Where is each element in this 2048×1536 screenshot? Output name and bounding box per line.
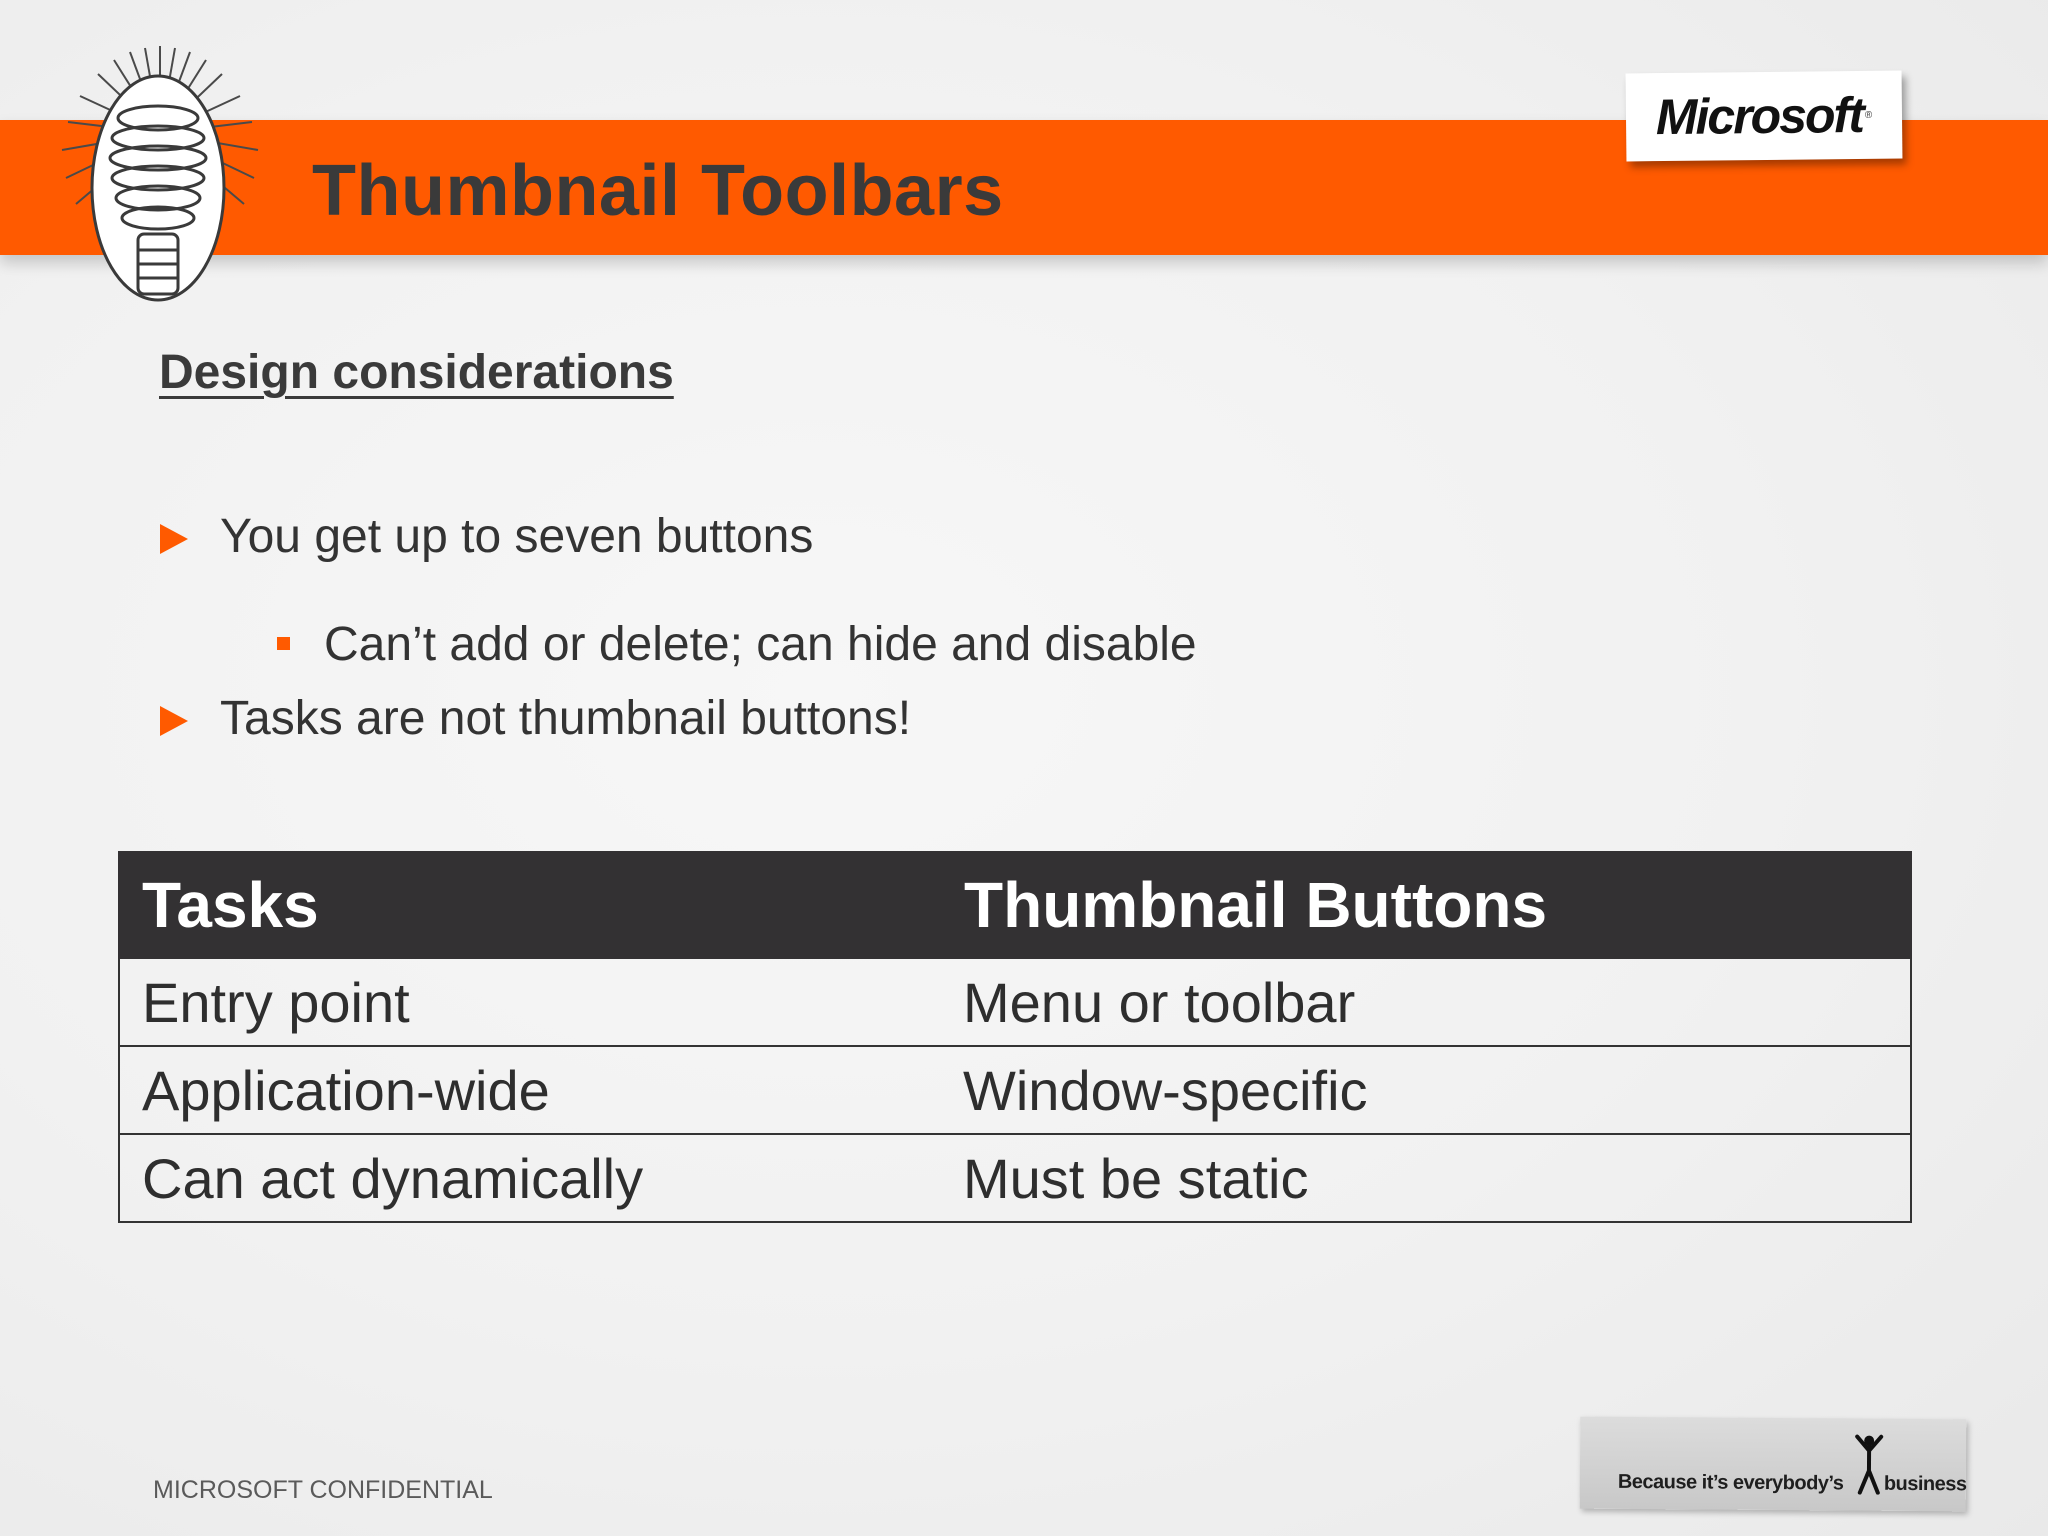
- tagline-text: Because it’s everybody’s: [1617, 1470, 1844, 1495]
- bullet-item: You get up to seven buttons: [220, 510, 814, 563]
- bullet-subitem: Can’t add or delete; can hide and disable: [324, 618, 1197, 671]
- table-row: [119, 1134, 1911, 1222]
- bullet-triangle-icon: [160, 706, 188, 736]
- lightbulb-icon: [50, 38, 270, 318]
- table-cell: Entry point: [119, 958, 941, 1046]
- table-cell: Must be static: [941, 1134, 1911, 1222]
- microsoft-logo: [1626, 71, 1903, 162]
- table-header-row: [119, 852, 1911, 958]
- table-cell: Can act dynamically: [119, 1134, 941, 1222]
- table-row: [119, 1046, 1911, 1134]
- section-heading: Design considerations: [159, 346, 674, 399]
- table-header-cell: Tasks: [119, 852, 941, 958]
- confidential-footer: MICROSOFT CONFIDENTIAL: [153, 1476, 493, 1504]
- registered-mark: ®: [1864, 109, 1873, 121]
- table-cell: Menu or toolbar: [941, 958, 1911, 1046]
- bullet-triangle-icon: [160, 524, 188, 554]
- tagline-text-end: business: [1883, 1472, 1967, 1496]
- logo-text: Microsoft: [1655, 86, 1864, 146]
- table-cell: Window-specific: [941, 1046, 1911, 1134]
- bullet-item: Tasks are not thumbnail buttons!: [220, 692, 912, 745]
- bullet-square-icon: [277, 637, 290, 650]
- table-header-cell: Thumbnail Buttons: [941, 852, 1911, 958]
- tagline-banner: [1580, 1417, 1967, 1512]
- person-figure-icon: [1852, 1433, 1886, 1495]
- table-cell: Application-wide: [119, 1046, 941, 1134]
- comparison-table: [118, 851, 1912, 1223]
- slide-title: Thumbnail Toolbars: [312, 151, 1004, 231]
- table-row: [119, 958, 1911, 1046]
